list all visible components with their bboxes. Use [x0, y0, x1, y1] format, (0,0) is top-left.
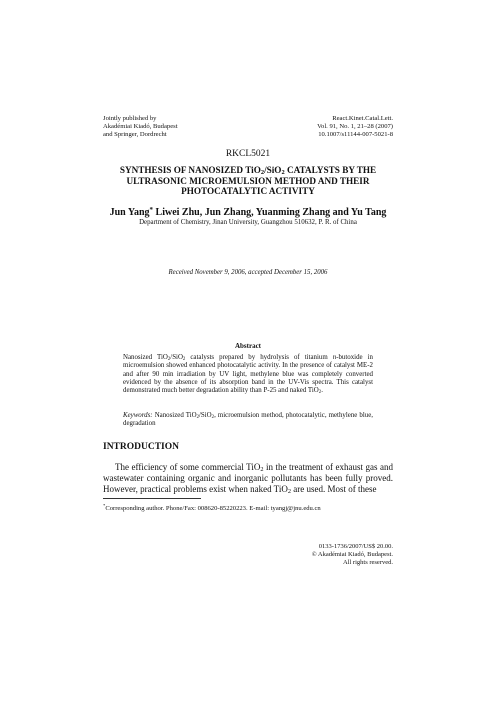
abstract-italic: n [332, 354, 337, 361]
abstract-part: catalysts prepared by hydrolysis of titanium [185, 354, 333, 361]
copyright-line: © Akadémiai Kiadó, Budapest. [311, 551, 393, 558]
intro-subscript: 2 [287, 488, 292, 496]
publisher-line: Akadémiai Kiadó, Budapest [103, 123, 178, 130]
journal-line: Vol. 91, No. 1, 21–28 (2007) [317, 123, 393, 130]
copyright-block [312, 543, 393, 567]
journal-doi: 10.1007/s11144-007-5021-8 [318, 131, 393, 138]
section-heading-introduction: INTRODUCTION [103, 442, 180, 452]
keywords-part: Nanosized TiO [152, 412, 197, 419]
journal-line: React.Kinet.Catal.Lett. [332, 115, 393, 122]
corresponding-author-footnote [103, 505, 321, 512]
title-subscript: 2 [281, 169, 285, 176]
introduction-paragraph [103, 462, 393, 496]
abstract-part: Nanosized TiO [123, 354, 168, 361]
footnote-divider [103, 498, 201, 499]
title-text: SYNTHESIS OF NANOSIZED TiO [119, 165, 261, 175]
keywords-subscript: 2 [196, 415, 200, 420]
author-first: Jun Yang [109, 207, 150, 218]
abstract-part: -butoxide in microemulsion showed enhanced photocatalytic activity. In the presence of catalyst ME-2 and after 90 min irradiation by UV light, methylene blue was completely converted evidenced by the absence of its absorption band in the UV-Vis spectra. This catalyst demonstrated much better degradation ability than P-25 and naked TiO [123, 354, 373, 395]
abstract-heading: Abstract [234, 342, 262, 350]
footnote-text: Corresponding author. Phone/Fax: 008620-85220223. E-mail: tyangj@jnu.edu.cn [105, 505, 321, 512]
received-dates: Received November 9, 2006, accepted December 15, 2006 [168, 269, 328, 276]
affiliation: Department of Chemistry, Jinan University, Guangzhou 510632, P. R. of China [139, 219, 357, 226]
title-text: /SiO [264, 165, 282, 175]
intro-part: are used. Most of these [291, 484, 377, 495]
abstract-part: . [321, 387, 323, 395]
publisher-line: and Springer, Dordrecht [103, 131, 167, 138]
abstract-subscript: 2 [318, 390, 322, 396]
abstract-subscript: 2 [182, 357, 186, 362]
keywords-label: Keywords: [123, 412, 153, 419]
article-code: RKCL5021 [225, 149, 271, 159]
publisher-line: Jointly published by [103, 115, 157, 122]
journal-info [317, 115, 393, 139]
author-list [103, 207, 393, 218]
abstract-text [123, 354, 373, 395]
copyright-line: All rights reserved. [342, 559, 393, 566]
abstract-part: /SiO [170, 354, 183, 361]
author-footnote-mark: * [149, 206, 154, 214]
keywords-part: /SiO [199, 412, 212, 419]
title-subscript: 2 [260, 169, 265, 176]
intro-part: in the treatment of exhaust gas and wastewater containing organic and inorganic pollutants has been fully proved. However, practical problems exist when naked TiO [103, 462, 393, 495]
title-text: CATALYSTS BY THE ULTRASONIC MICROEMULSION METHOD AND THEIR PHOTOCATALYTIC ACTIVITY [126, 165, 377, 197]
footnote-mark: * [103, 503, 106, 508]
intro-part: The efficiency of some commercial TiO [115, 462, 261, 472]
intro-subscript: 2 [260, 466, 264, 473]
publisher-info [103, 115, 178, 139]
keywords-part: , microemulsion method, photocatalytic, methylene blue, degradation [123, 412, 373, 428]
keywords-subscript: 2 [211, 415, 215, 420]
copyright-line: 0133-1736/2007/US$ 20.00. [318, 543, 393, 550]
abstract-subscript: 2 [167, 357, 171, 362]
keywords [123, 412, 373, 429]
paper-title [103, 165, 393, 197]
author-others: Liwei Zhu, Jun Zhang, Yuanming Zhang and Yu Tang [153, 207, 387, 218]
